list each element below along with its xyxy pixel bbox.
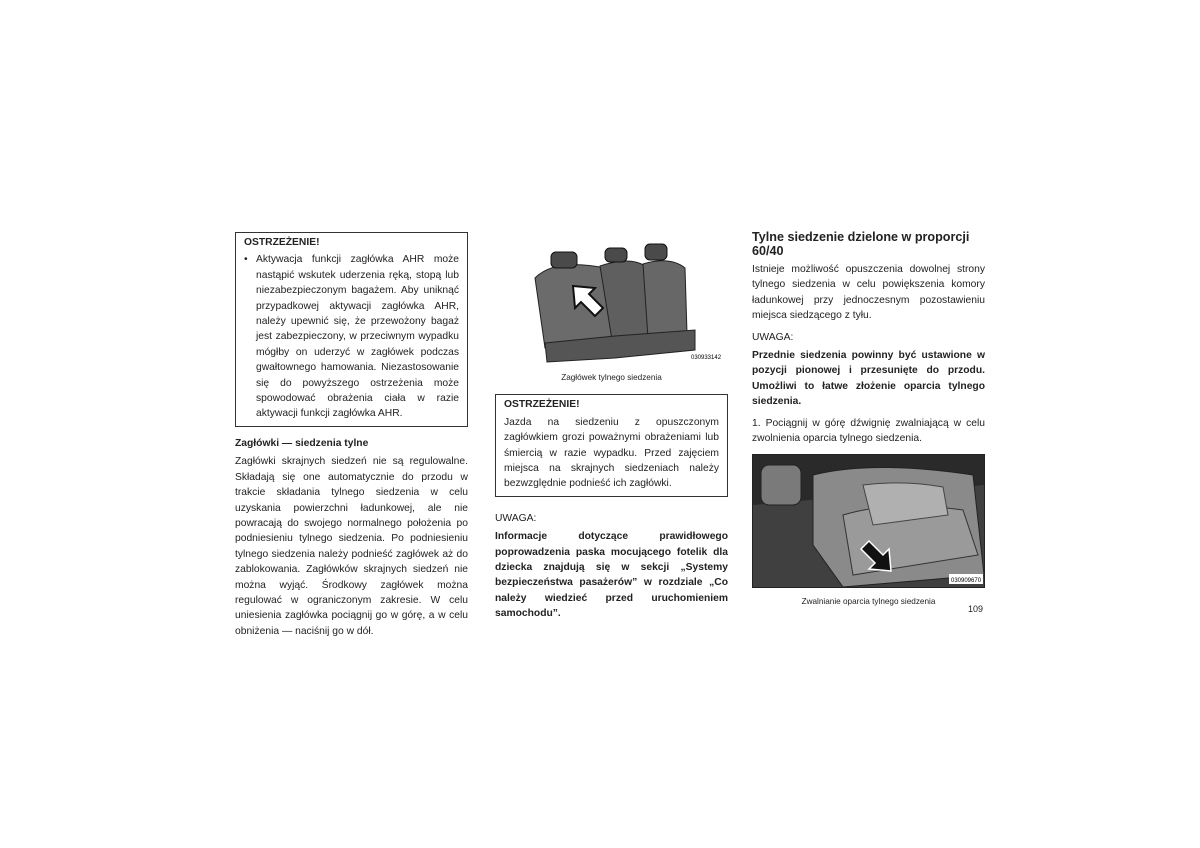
- note-text: Przednie siedzenia powinny być ustawione w pozycji pionowej i przesunięte do przodu. Umożliwi to łatwe złożenie oparcia tylnego siedzenia.: [752, 350, 985, 408]
- step-text: 1. Pociągnij w górę dźwignię zwalniającą w celu zwolnienia oparcia tylnego siedzenia.: [752, 417, 985, 445]
- warning-box-ahr: [235, 232, 468, 427]
- section-title-headrests: Zagłówki — siedzenia tylne: [235, 437, 369, 449]
- seat-release-figure: [752, 454, 985, 588]
- warning-text: Jazda na siedzeniu z opuszczonym zagłówkiem grozi poważnymi obrażeniami lub śmiercią w razie wypadku. Przed zajęciem miejsca na skrajnych siedzeniach należy bezwzględnie podnieść ich zagłówki.: [504, 416, 719, 490]
- note-text: Informacje dotyczące prawidłowego poprowadzenia paska mocującego fotelik dla dziecka znajdują się w sekcji „Systemy bezpieczeństwa pasażerów” w rozdziale „Co należy wiedzieć przed uruchomieniem samochodu”.: [495, 531, 728, 620]
- right-column: [752, 230, 985, 610]
- bullet-icon: •: [244, 254, 248, 266]
- left-column: [235, 232, 468, 639]
- warning-title: OSTRZEŻENIE!: [244, 237, 320, 248]
- figure-caption: Zwalnianie oparcia tylnego siedzenia: [801, 597, 936, 607]
- note-title: UWAGA:: [495, 512, 537, 524]
- page-number: 109: [968, 604, 984, 614]
- warning-text: Aktywacja funkcji zagłówka AHR może nastąpić wskutek uderzenia ręką, stopą lub niezabezpieczonym bagażem. Aby uniknąć przypadkowej aktywacji zagłówka AHR, należy upewnić się, że przewożony bagaż jest zabezpieczony, w przeciwnym wypadku mógłby on uderzyć w zagłówek podczas gwałtownego hamowania. Niezastosowanie się do powyższego ostrzeżenia może spowodować obrażenia ciała w razie aktywacji funkcji zagłówka AHR.: [256, 254, 459, 420]
- section-text-headrests: Zagłówki skrajnych siedzeń nie są regulowalne. Składają się one automatycznie do przodu w trakcie składania tylnego siedzenia w celu uzyskania powierzchni ładunkowej, ale nie powracają do swojego normalnego położenia po podniesieniu tylnego siedzenia. Po podniesieniu tylnego siedzenia należy podnieść zagłówek aż do zablokowania. Zagłówków skrajnych siedzeń nie można wyjąć. Środkowy zagłówek można regulować w ograniczonym zakresie. W celu uniesienia zagłówka pociągnij go w górę, a w celu obniżenia — naciśnij go w dół.: [235, 456, 468, 637]
- figure-caption: Zagłówek tylnego siedzenia: [561, 373, 662, 382]
- note-title: UWAGA:: [752, 331, 794, 343]
- warning-title: OSTRZEŻENIE!: [504, 399, 580, 411]
- middle-column: [495, 238, 728, 622]
- rear-seat-headrest-illustration: [495, 238, 726, 364]
- section-title-split-seat: Tylne siedzenie dzielone w proporcji 60/40: [752, 230, 970, 258]
- figure-code: 030933142: [691, 355, 722, 361]
- figure-code: 030909670: [951, 578, 982, 585]
- warning-box-lowered-headrest: [495, 394, 728, 496]
- headrest-figure: [495, 238, 726, 364]
- intro-text: Istnieje możliwość opuszczenia dowolnej strony tylnego siedzenia w celu powiększenia komory ładunkowej przy jednoczesnym pozostawieniu miejsca siedzącego z tyłu.: [752, 264, 985, 322]
- seat-release-illustration: [753, 455, 984, 587]
- warning-bullet: [244, 252, 459, 421]
